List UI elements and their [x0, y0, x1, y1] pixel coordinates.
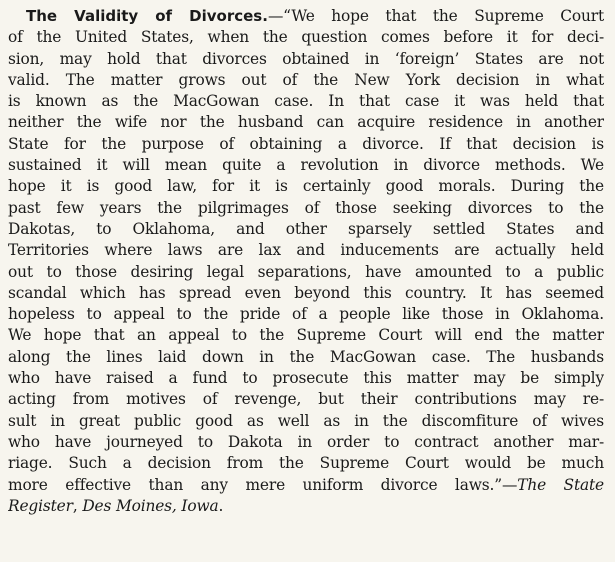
article-line: acting from motives of revenge, but their contributions may re-	[8, 390, 604, 409]
article-line: of the United States, when the question comes before it for deci-	[8, 28, 604, 47]
article-line: valid. The matter grows out of the New York decision in what	[8, 70, 604, 89]
article-line: scandal which has spread even beyond this country. It has seemed	[8, 283, 604, 302]
source-name: The State	[517, 475, 604, 494]
source-end: .	[218, 496, 224, 515]
article-line: sustained it will mean quite a revolution in divorce methods. We	[8, 156, 604, 175]
article-line: hopeless to appeal to the pride of a people like those in Oklahoma.	[8, 305, 604, 324]
article-line: State for the purpose of obtaining a divorce. If that decision is	[8, 134, 604, 153]
source-name-cont: Register	[8, 496, 73, 515]
article-line: Territories where laws are lax and inducements are actually held	[8, 241, 604, 260]
source-separator: ,	[72, 496, 83, 515]
article-line: out to those desiring legal separations, have amounted to a public	[8, 262, 604, 281]
source-location: Des Moines, Iowa	[82, 496, 219, 515]
article-line: along the lines laid down in the MacGowan case. The husbands	[8, 347, 604, 366]
article-source-line	[8, 496, 604, 517]
article-title: The Validity of Divorces.	[26, 7, 268, 25]
article-line: hope it is good law, for it is certainly good morals. During the	[8, 177, 604, 196]
article-line: Dakotas, to Oklahoma, and other sparsely settled States and	[8, 219, 604, 238]
article-line-with-source	[8, 475, 604, 496]
article-line: who have journeyed to Dakota in order to contract another mar-	[8, 432, 604, 451]
article-line: who have raised a fund to prosecute this matter may be simply	[8, 369, 604, 388]
article-line: sult in great public good as well as in the discomfiture of wives	[8, 411, 604, 430]
article-text: more effective than any mere uniform divorce laws.”—	[8, 475, 518, 494]
article-line: riage. Such a decision from the Supreme Court would be much	[8, 454, 604, 473]
article-line: neither the wife nor the husband can acquire residence in another	[8, 113, 604, 132]
article-line: is known as the MacGowan case. In that case it was held that	[8, 92, 604, 111]
article-line: sion, may hold that divorces obtained in ‘foreign’ States are not	[8, 49, 604, 68]
article-line: We hope that an appeal to the Supreme Court will end the matter	[8, 326, 604, 345]
article-text: —“We hope that the Supreme Court	[267, 7, 604, 25]
article	[8, 6, 604, 517]
article-line: past few years the pilgrimages of those seeking divorces to the	[8, 198, 604, 217]
article-line-1	[8, 6, 604, 27]
